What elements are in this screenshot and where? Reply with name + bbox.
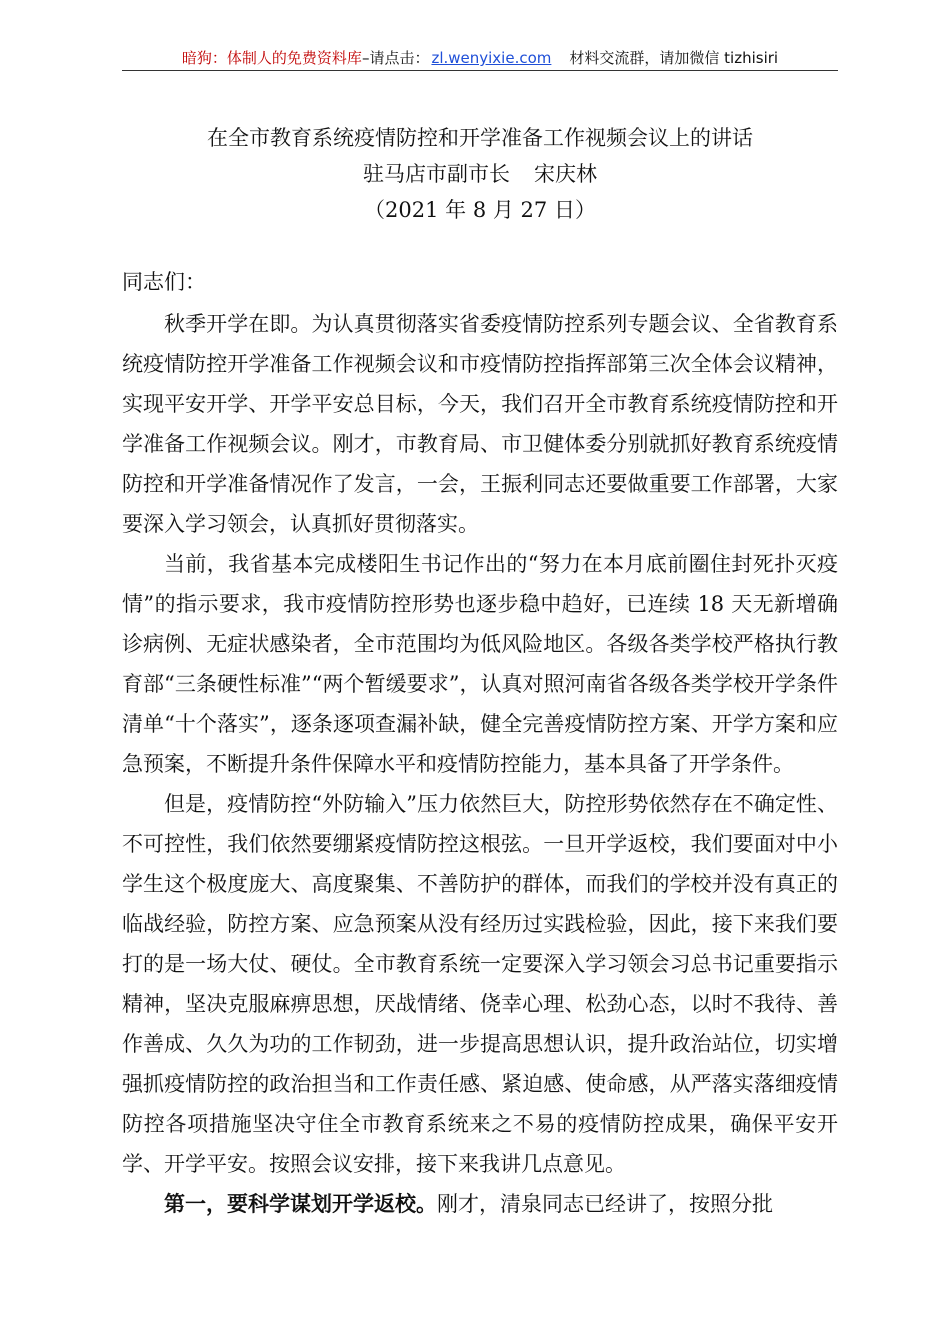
page-header <box>122 46 838 70</box>
document-date: （2021 年 8 月 27 日） <box>364 198 596 222</box>
header-prompt: –请点击： <box>361 49 430 67</box>
header-divider <box>122 70 838 71</box>
header-group-note: 材料交流群，请加微信 tizhisiri <box>569 49 779 67</box>
section-heading-first: 第一，要科学谋划开学返校。 <box>164 1191 437 1216</box>
header-brand: 暗狗：体制人的免费资料库 <box>181 49 362 67</box>
body-paragraph: 秋季开学在即。为认真贯彻落实省委疫情防控系列专题会议、全省教育系统疫情防控开学准备工作视频会议和市疫情防控指挥部第三次全体会议精神，实现平安开学、开学平安总目标，今天，我们召开全市教育系统疫情防控和开学准备工作视频会议。刚才，市教育局、市卫健体委分别就抓好教育系统疫情防控和开学准备情况作了发言，一会，王振利同志还要做重要工作部署，大家要深入学习领会，认真抓好贯彻落实。 <box>122 312 838 536</box>
section-text-first: 刚才，清泉同志已经讲了，按照分批 <box>437 1192 773 1216</box>
title-block <box>122 120 838 228</box>
author-role: 驻马店市副市长 <box>363 162 510 186</box>
document-title: 在全市教育系统疫情防控和开学准备工作视频会议上的讲话 <box>207 126 753 150</box>
greeting: 同志们： <box>122 270 206 294</box>
body-paragraph: 但是，疫情防控“外防输入”压力依然巨大，防控形势依然存在不确定性、不可控性，我们依然要绷紧疫情防控这根弦。一旦开学返校，我们要面对中小学生这个极度庞大、高度聚集、不善防护的群体，而我们的学校并没有真正的临战经验，防控方案、应急预案从没有经历过实践检验，因此，接下来我们要打的是一场大仗、硬仗。全市教育系统一定要深入学习领会习总书记重要指示精神，坚决克服麻痹思想，厌战情绪、侥幸心理、松劲心态，以时不我待、善作善成、久久为功的工作韧劲，进一步提高思想认识，提升政治站位，切实增强抓疫情防控的政治担当和工作责任感、紧迫感、使命感，从严落实落细疫情防控各项措施坚决守住全市教育系统来之不易的疫情防控成果，确保平安开学、开学平安。按照会议安排，接下来我讲几点意见。 <box>122 792 838 1176</box>
body-paragraph-last <box>122 1184 838 1224</box>
author-name: 宋庆林 <box>534 162 597 186</box>
header-link[interactable]: zl.wenyixie.com <box>431 49 552 67</box>
author-line <box>122 156 838 192</box>
document-body <box>122 262 838 1224</box>
body-paragraph: 当前，我省基本完成楼阳生书记作出的“努力在本月底前圈住封死扑灭疫情”的指示要求，我市疫情防控形势也逐步稳中趋好，已连续 18 天无新增确诊病例、无症状感染者，全市范围均为低风险地区。各级各类学校严格执行教育部“三条硬性标准”“两个暂缓要求”，认真对照河南省各级各类学校开学条件清单“十个落实”，逐条逐项查漏补缺，健全完善疫情防控方案、开学方案和应急预案，不断提升条件保障水平和疫情防控能力，基本具备了开学条件。 <box>122 552 838 776</box>
